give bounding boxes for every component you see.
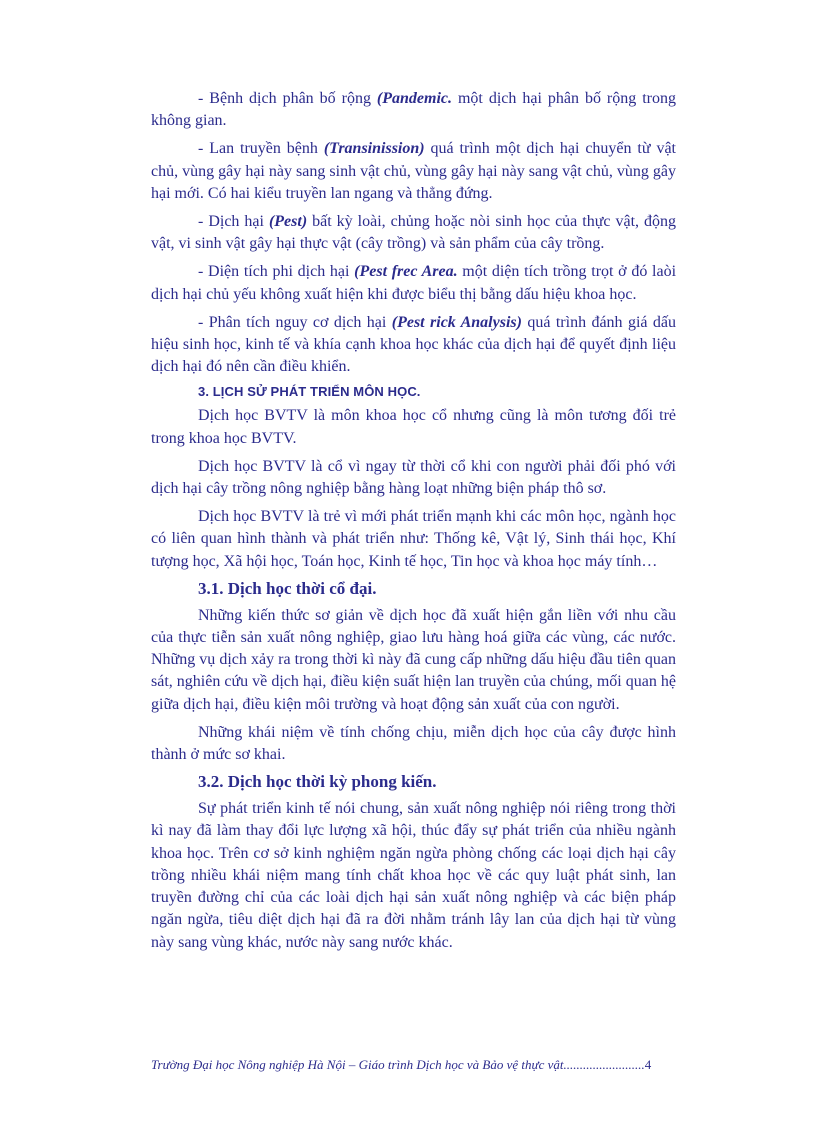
page-number: 4	[644, 1057, 652, 1072]
definition-term: (Pandemic.	[376, 90, 453, 107]
subsection-heading: 3.2. Dịch học thời kỳ phong kiến.	[198, 772, 437, 792]
page-footer	[151, 1057, 651, 1073]
definition-term: (Pest frec Area.	[354, 263, 458, 281]
footer-text: Trường Đại học Nông nghiệp Hà Nội – Giáo trình Dịch học và Bảo vệ thực vật.........................	[151, 1057, 645, 1072]
section-heading: 3. LỊCH SỬ PHÁT TRIỂN MÔN HỌC.	[198, 384, 421, 400]
definition-term: (Pest)	[268, 213, 308, 231]
body-paragraph: Sự phát triển kinh tế nói chung, sản xuất nông nghiệp nói riêng trong thời kì nay đã làm thay đổi lực lượng xã hội, thúc đẩy sự phát triển của nhiều ngành khoa học. Trên cơ sở kinh nghiệm ngăn ngừa phòng chống các loại dịch hại cây trồng nhiều khái niệm mang tính chất khoa học về các quy luật phát sinh, lan truyền đường chỉ của các loài dịch hại sản xuất nông nghiệp và các biện pháp ngăn ngừa, tiêu diệt dịch hại đã ra đời nhằm tránh lây lan của dịch hại từ vùng này sang vùng khác, nước này sang nước khác.	[151, 800, 676, 951]
body-paragraph: Dịch học BVTV là môn khoa học cổ nhưng cũng là môn tương đối trẻ trong khoa học BVTV.	[151, 407, 676, 447]
definition-paragraph: - Lan truyền bệnh (Transinission) quá trình một dịch hại chuyển từ vật chủ, vùng gây hại này sang sinh vật chủ, vùng gây hại này sang vật chủ, vùng gây hại mới. Có hai kiểu truyền lan ngang và thẳng đứng.	[151, 140, 677, 202]
definition-paragraph: - Dịch hại (Pest) bất kỳ loài, chủng hoặc nòi sinh học của thực vật, động vật, vi sinh vật gây hại thực vật (cây trồng) và sản phẩm của cây trồng.	[151, 213, 676, 253]
definition-paragraph: - Diện tích phi dịch hại (Pest frec Area. một diện tích trồng trọt ở đó laòi dịch hại chủ yếu không xuất hiện khi được biểu thị bằng dấu hiệu khoa học.	[151, 263, 677, 303]
body-paragraph: Dịch học BVTV là cổ vì ngay từ thời cổ khi con người phải đối phó với dịch hại cây trồng nông nghiệp bằng hàng loạt những biện pháp thô sơ.	[151, 457, 676, 498]
subsection-heading: 3.1. Dịch học thời cổ đại.	[198, 578, 377, 598]
definition-term: (Pest rick Analysis)	[391, 313, 522, 331]
definitions-list	[151, 88, 676, 378]
body-paragraph: Những kiến thức sơ giản về dịch học đã xuất hiện gắn liền với nhu cầu của thực tiễn sản xuất nông nghiệp, giao lưu hàng hoá giữa các vùng, các nước. Những vụ dịch xảy ra trong thời kì này đã cung cấp những dấu hiệu đầu tiên quan sát, nghiên cứu về dịch hại, điều kiện suất hiện lan truyền của chúng, mối quan hệ giữa dịch hại, điều kiện môi trường và hoạt động sản xuất của con người.	[151, 606, 676, 713]
definition-term: (Transinission)	[323, 140, 425, 158]
body-paragraph: Dịch học BVTV là trẻ vì mới phát triển mạnh khi các môn học, ngành học có liên quan hình thành và phát triển như: Thống kê, Vật lý, Sinh thái học, Khí tượng học, Xã hội học, Toán học, Kinh tế học, Tin học và khoa học máy tính…	[151, 508, 676, 570]
definition-paragraph: - Phân tích nguy cơ dịch hại (Pest rick Analysis) quá trình đánh giá dấu hiệu sinh học, kinh tế và khía cạnh khoa học khác của dịch hại để quyết định liệu dịch hại đó nên cần điều khiển.	[151, 313, 676, 376]
body-paragraph: Những khái niệm về tính chống chịu, miễn dịch học của cây được hình thành ở mức sơ khai.	[151, 723, 676, 764]
definition-paragraph: - Bệnh dịch phân bố rộng (Pandemic. một dịch hại phân bố rộng trong không gian.	[151, 90, 677, 130]
